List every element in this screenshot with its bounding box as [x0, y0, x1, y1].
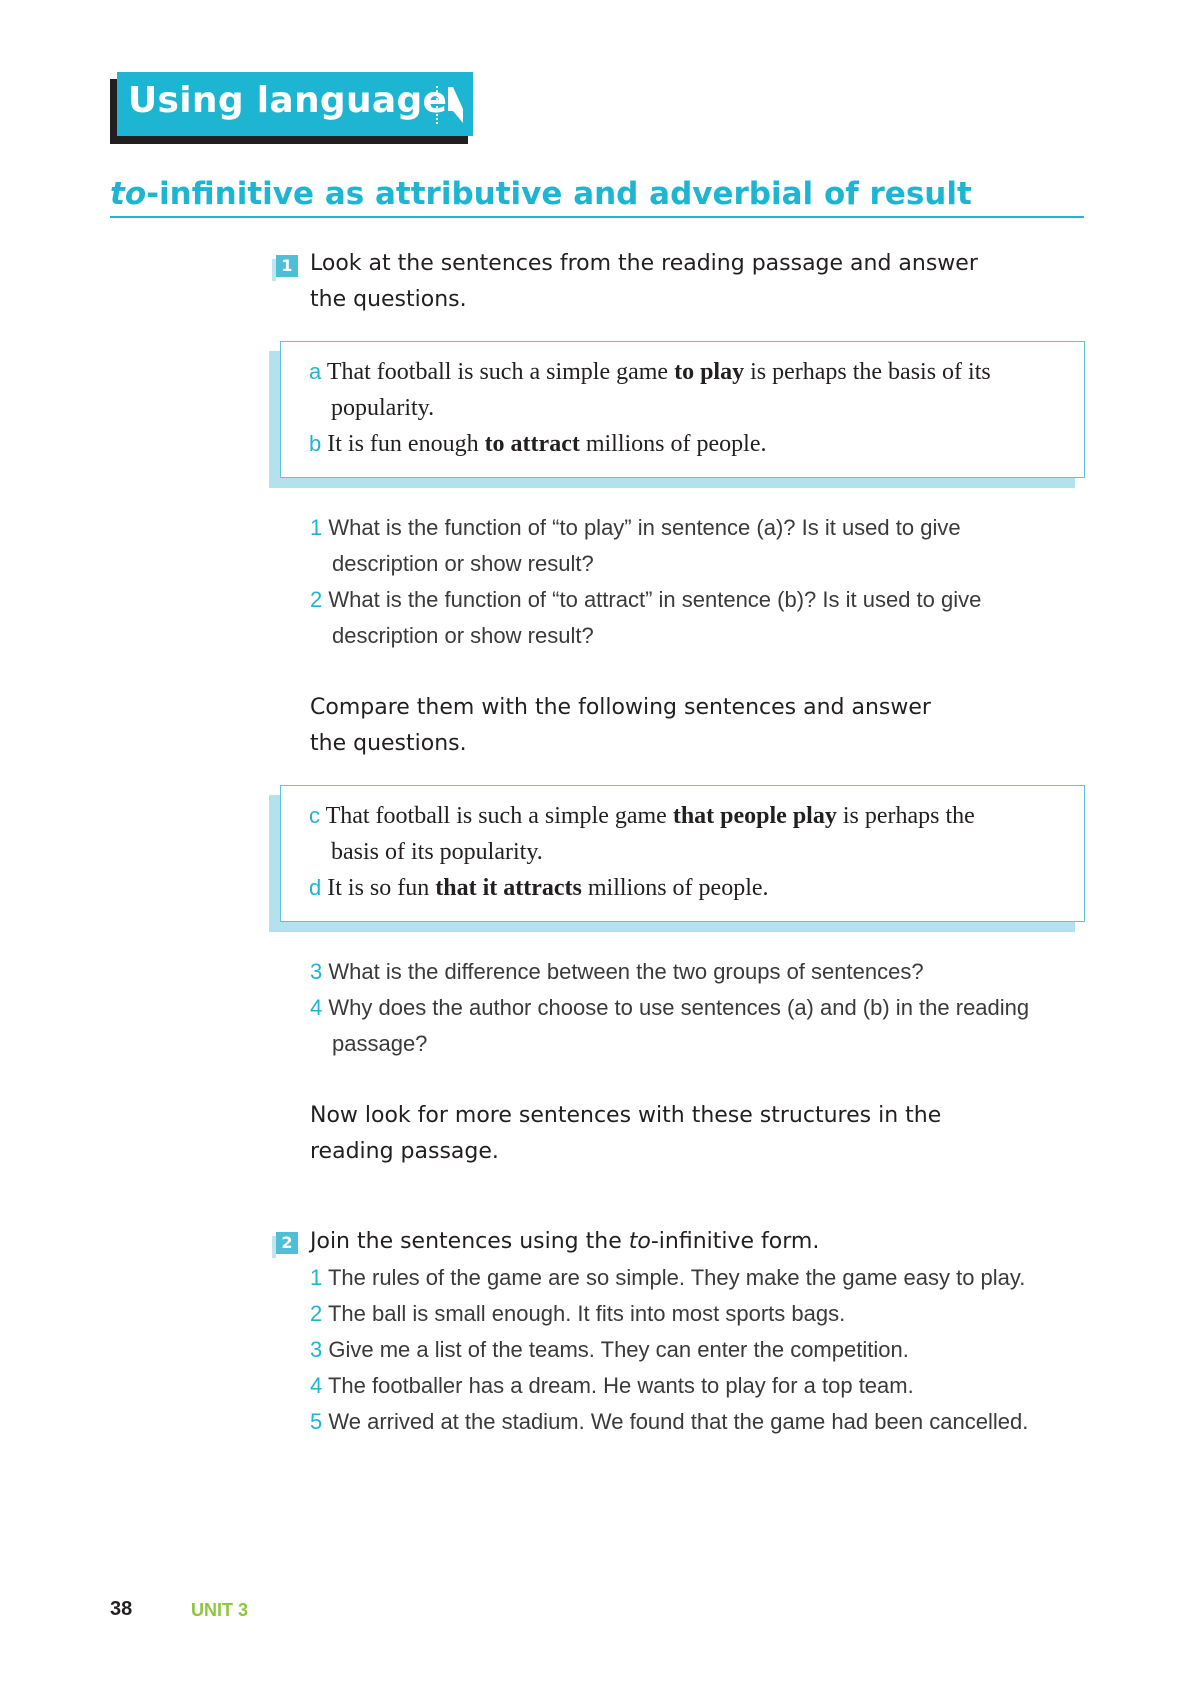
exercise-badge-1: 1 [276, 255, 298, 277]
sentence-text: millions of people. [579, 431, 767, 457]
question-4-line2: passage? [332, 1031, 428, 1056]
question-number: 2 [310, 587, 323, 612]
question-text: What is the function of “to attract” in sentence (b)? Is it used to give [328, 587, 982, 612]
sentence-letter: c [309, 803, 320, 828]
item-text: The rules of the game are so simple. They make the game easy to play. [327, 1265, 1026, 1290]
page-number: 38 [110, 1598, 133, 1620]
banner-title: Using language [128, 80, 448, 121]
instruction-line: Compare them with the following sentences and answer [310, 695, 931, 720]
sentence-text: millions of people. [581, 875, 769, 901]
item-number: 5 [310, 1409, 323, 1434]
sentence-text: That football is such a simple game [326, 359, 675, 385]
section-title-italic: to [110, 176, 147, 212]
question-1-line2: description or show result? [332, 551, 594, 576]
sentence-bold: that people play [672, 803, 837, 829]
question-4 [310, 990, 1029, 1026]
question-2 [310, 582, 981, 618]
sentence-text: It is so fun [327, 875, 436, 901]
sentence-text: is perhaps the [836, 803, 975, 829]
question-number: 1 [310, 515, 323, 540]
now-look-instruction [310, 1098, 941, 1170]
bookmark-icon [445, 85, 465, 125]
section-divider [110, 216, 1084, 218]
question-text: What is the function of “to play” in sentence (a)? Is it used to give [328, 515, 961, 540]
instruction-line: Look at the sentences from the reading passage and answer [310, 251, 978, 276]
instruction-line: Now look for more sentences with these structures in the [310, 1103, 942, 1128]
example-sentence-b [309, 426, 767, 462]
compare-instruction [310, 690, 931, 762]
sentence-text: It is fun enough [327, 431, 485, 457]
item-number: 1 [310, 1265, 323, 1290]
instruction-line: reading passage. [310, 1139, 499, 1164]
item-text: Give me a list of the teams. They can enter the competition. [328, 1337, 909, 1362]
sentence-letter: d [309, 875, 322, 900]
banner-divider [436, 86, 438, 124]
question-2-line2: description or show result? [332, 623, 594, 648]
instruction-text: -infinitive form. [650, 1229, 820, 1254]
question-number: 4 [310, 995, 323, 1020]
question-number: 3 [310, 959, 323, 984]
section-title-rest: -infinitive as attributive and adverbial of result [146, 176, 972, 212]
example-box-2 [280, 785, 1085, 922]
question-text: Why does the author choose to use sentences (a) and (b) in the reading [328, 995, 1030, 1020]
question-3 [310, 954, 924, 990]
instruction-line: the questions. [310, 287, 467, 312]
example-sentence-c-line2: basis of its popularity. [331, 839, 543, 865]
instruction-text: Join the sentences using the [310, 1229, 629, 1254]
sentence-text: That football is such a simple game [325, 803, 673, 829]
exercise2-instruction [310, 1224, 819, 1260]
section-title [110, 176, 972, 212]
sentence-text: is perhaps the basis of its [744, 359, 991, 385]
example-sentence-d [309, 870, 769, 906]
item-number: 4 [310, 1373, 323, 1398]
exercise2-item-3 [310, 1332, 909, 1368]
sentence-letter: a [309, 359, 322, 384]
item-number: 2 [310, 1301, 323, 1326]
item-text: The footballer has a dream. He wants to play for a top team. [327, 1373, 914, 1398]
sentence-bold: that it attracts [435, 875, 582, 901]
sentence-bold: to attract [484, 431, 580, 457]
exercise2-item-4 [310, 1368, 914, 1404]
exercise2-item-1 [310, 1260, 1025, 1296]
example-box-1 [280, 341, 1085, 478]
sentence-letter: b [309, 431, 322, 456]
instruction-italic: to [628, 1229, 651, 1254]
item-number: 3 [310, 1337, 323, 1362]
question-1 [310, 510, 961, 546]
section-banner [117, 72, 473, 136]
exercise2-item-5 [310, 1404, 1028, 1440]
unit-label: UNIT 3 [191, 1600, 249, 1620]
sentence-bold: to play [674, 359, 745, 385]
instruction-line: the questions. [310, 731, 467, 756]
question-text: What is the difference between the two groups of sentences? [328, 959, 924, 984]
example-sentence-a [309, 354, 991, 390]
exercise2-item-2 [310, 1296, 845, 1332]
example-sentence-c [309, 798, 975, 834]
exercise-badge-2: 2 [276, 1232, 298, 1254]
item-text: We arrived at the stadium. We found that the game had been cancelled. [328, 1409, 1029, 1434]
exercise1-instruction [310, 246, 978, 318]
example-sentence-a-line2: popularity. [331, 395, 435, 421]
item-text: The ball is small enough. It fits into most sports bags. [327, 1301, 846, 1326]
